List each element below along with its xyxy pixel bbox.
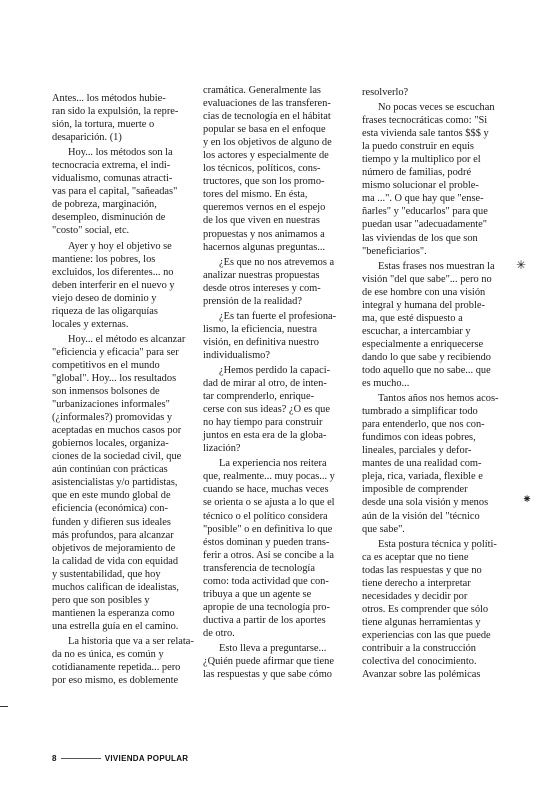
- paragraph: Hoy... el método es alcanzar "eficiencia y eficacia" para ser competitivos en el mundo "global". Hoy... los resultados son inmensos bolsones de "urbanizaciones informales" (¿informales?) promovidas y aceptadas en muchos casos por gobiernos locales, organiza- ciones de la sociedad civil, que aún continúan con prácticas asistencialistas y/o partidistas, que en este mundo global de eficiencia (económica) con- funden y difieren sus ideales más profundos, para alcanzar objetivos de mejoramiento de la calidad de vida con equidad y sustentabilidad, que hoy muchos califican de idealistas, pero que son posibles y mantienen la esperanza como una estrella guía en el camino.: [52, 333, 186, 632]
- text-column-1: [52, 92, 194, 687]
- paragraph: Ayer y hoy el objetivo se mantiene: los pobres, los excluidos, los diferentes... no deben interferir en el nuevo y viejo deseo de dominio y riqueza de las oligarquías locales y externas.: [52, 240, 175, 330]
- paragraph: ¿Es tan fuerte el profesiona- lismo, la eficiencia, nuestra visión, en definitiva nuestro individualismo?: [203, 310, 337, 361]
- paragraph: La historia que va a ser relata- da no es única, es común y cotidianamente repetida... pero por eso mismo, es doblemente: [52, 635, 194, 687]
- paragraph: Esta postura técnica y políti- ca es aceptar que no tiene todas las respuestas y que no tiene derecho a interpretar necesidades y decidir por otros. Es comprender que sólo tiene algunas herramientas y experiencias con las que puede contribuir a la construcción colectiva del conocimiento. Avanzar sobre las polémicas: [362, 538, 497, 681]
- text-column-2: [203, 84, 351, 681]
- paragraph: ¿Es que no nos atrevemos a analizar nuestras propuestas desde otros intereses y com- prensión de la realidad?: [203, 256, 335, 307]
- paragraph: Tantos años nos hemos acos- tumbrado a simplificar todo para entenderlo, que nos con- fundimos con ideas pobres, lineales, parciales y defor- mantes de una realidad com- pleja, rica, variada, flexible e imposible de comprender desde una sola visión y menos aún de la visión del "técnico que sabe".: [362, 393, 499, 535]
- paragraph: cramática. Generalmente las evaluaciones de las transferen- cias de tecnología en el hábitat popular se basa en el enfoque y en los objetivos de alguno de los actores y especialmente de los técnicos, políticos, cons- tructores, que son los promo- tores del mismo. En ésta, queremos vernos en el espejo de los que viven en nuestras propuestas y nos animamos a hacernos algunas preguntas...: [203, 85, 332, 253]
- paragraph: Esto lleva a preguntarse... ¿Quién puede afirmar que tiene las respuestas y que sabe cómo: [203, 642, 334, 681]
- paragraph: No pocas veces se escuchan frases tecnocráticas como: "Si esta vivienda sale tantos $$$ y la puedo construir en equis tiempo y la multiplico por el número de familias, podré mismo solucionar el proble- ma ...". O que hay que "ense- ñarles" y "educarlos" para que puedan usar "adecuadamente" las viviendas de los que son "beneficiarios".: [362, 102, 495, 257]
- publication-name: VIVIENDA POPULAR: [104, 754, 189, 763]
- margin-mark-icon: ⁕: [522, 492, 533, 506]
- text-column-3: [362, 86, 512, 681]
- paragraph: Estas frases nos muestran la visión "del que sabe"... pero no de ese hombre con una visión integral y humana del proble- ma, que esté dispuesto a escuchar, a intercambiar y especialmente a enriquecerse dando lo que sabe y recibiendo todo aquello que no sabe... que es mucho...: [362, 260, 495, 390]
- paragraph: Hoy... los métodos son la tecnocracia extrema, el indi- vidualismo, comunas atracti- vas para el capital, "sañeadas" de pobreza, marginación, desempleo, disminución de "costo" social, etc.: [52, 147, 178, 237]
- paragraph: resolverlo?: [362, 87, 409, 98]
- paragraph: ¿Hemos perdido la capaci- dad de mirar al otro, de inten- tar comprenderlo, enrique- cerse con sus ideas? ¿O es que no hay tiempo para construir juntos en esta era de la globa- lización?: [203, 364, 331, 455]
- footer-rule: [61, 758, 101, 759]
- paragraph: La experiencia nos reitera que, realmente... muy pocas... y cuando se hace, muchas veces se orienta o se ajusta a lo que el técnico o el político considera "posible" o en definitiva lo que éstos dominan y pueden trans- ferir a otros. Así se concibe a la transferencia de tecnología como: toda actividad que con- tribuya a que un agente se apropie de una tecnología pro- ductiva a partir de los aportes de otro.: [203, 458, 335, 639]
- paragraph: Antes... los métodos hubie- ran sido la expulsión, la repre- sión, la tortura, muerte o desaparición. (1): [52, 93, 179, 144]
- margin-mark-icon: ✳: [516, 258, 527, 272]
- edge-rule: [0, 706, 8, 707]
- page-number: 8: [52, 754, 57, 763]
- page-footer: [52, 754, 188, 763]
